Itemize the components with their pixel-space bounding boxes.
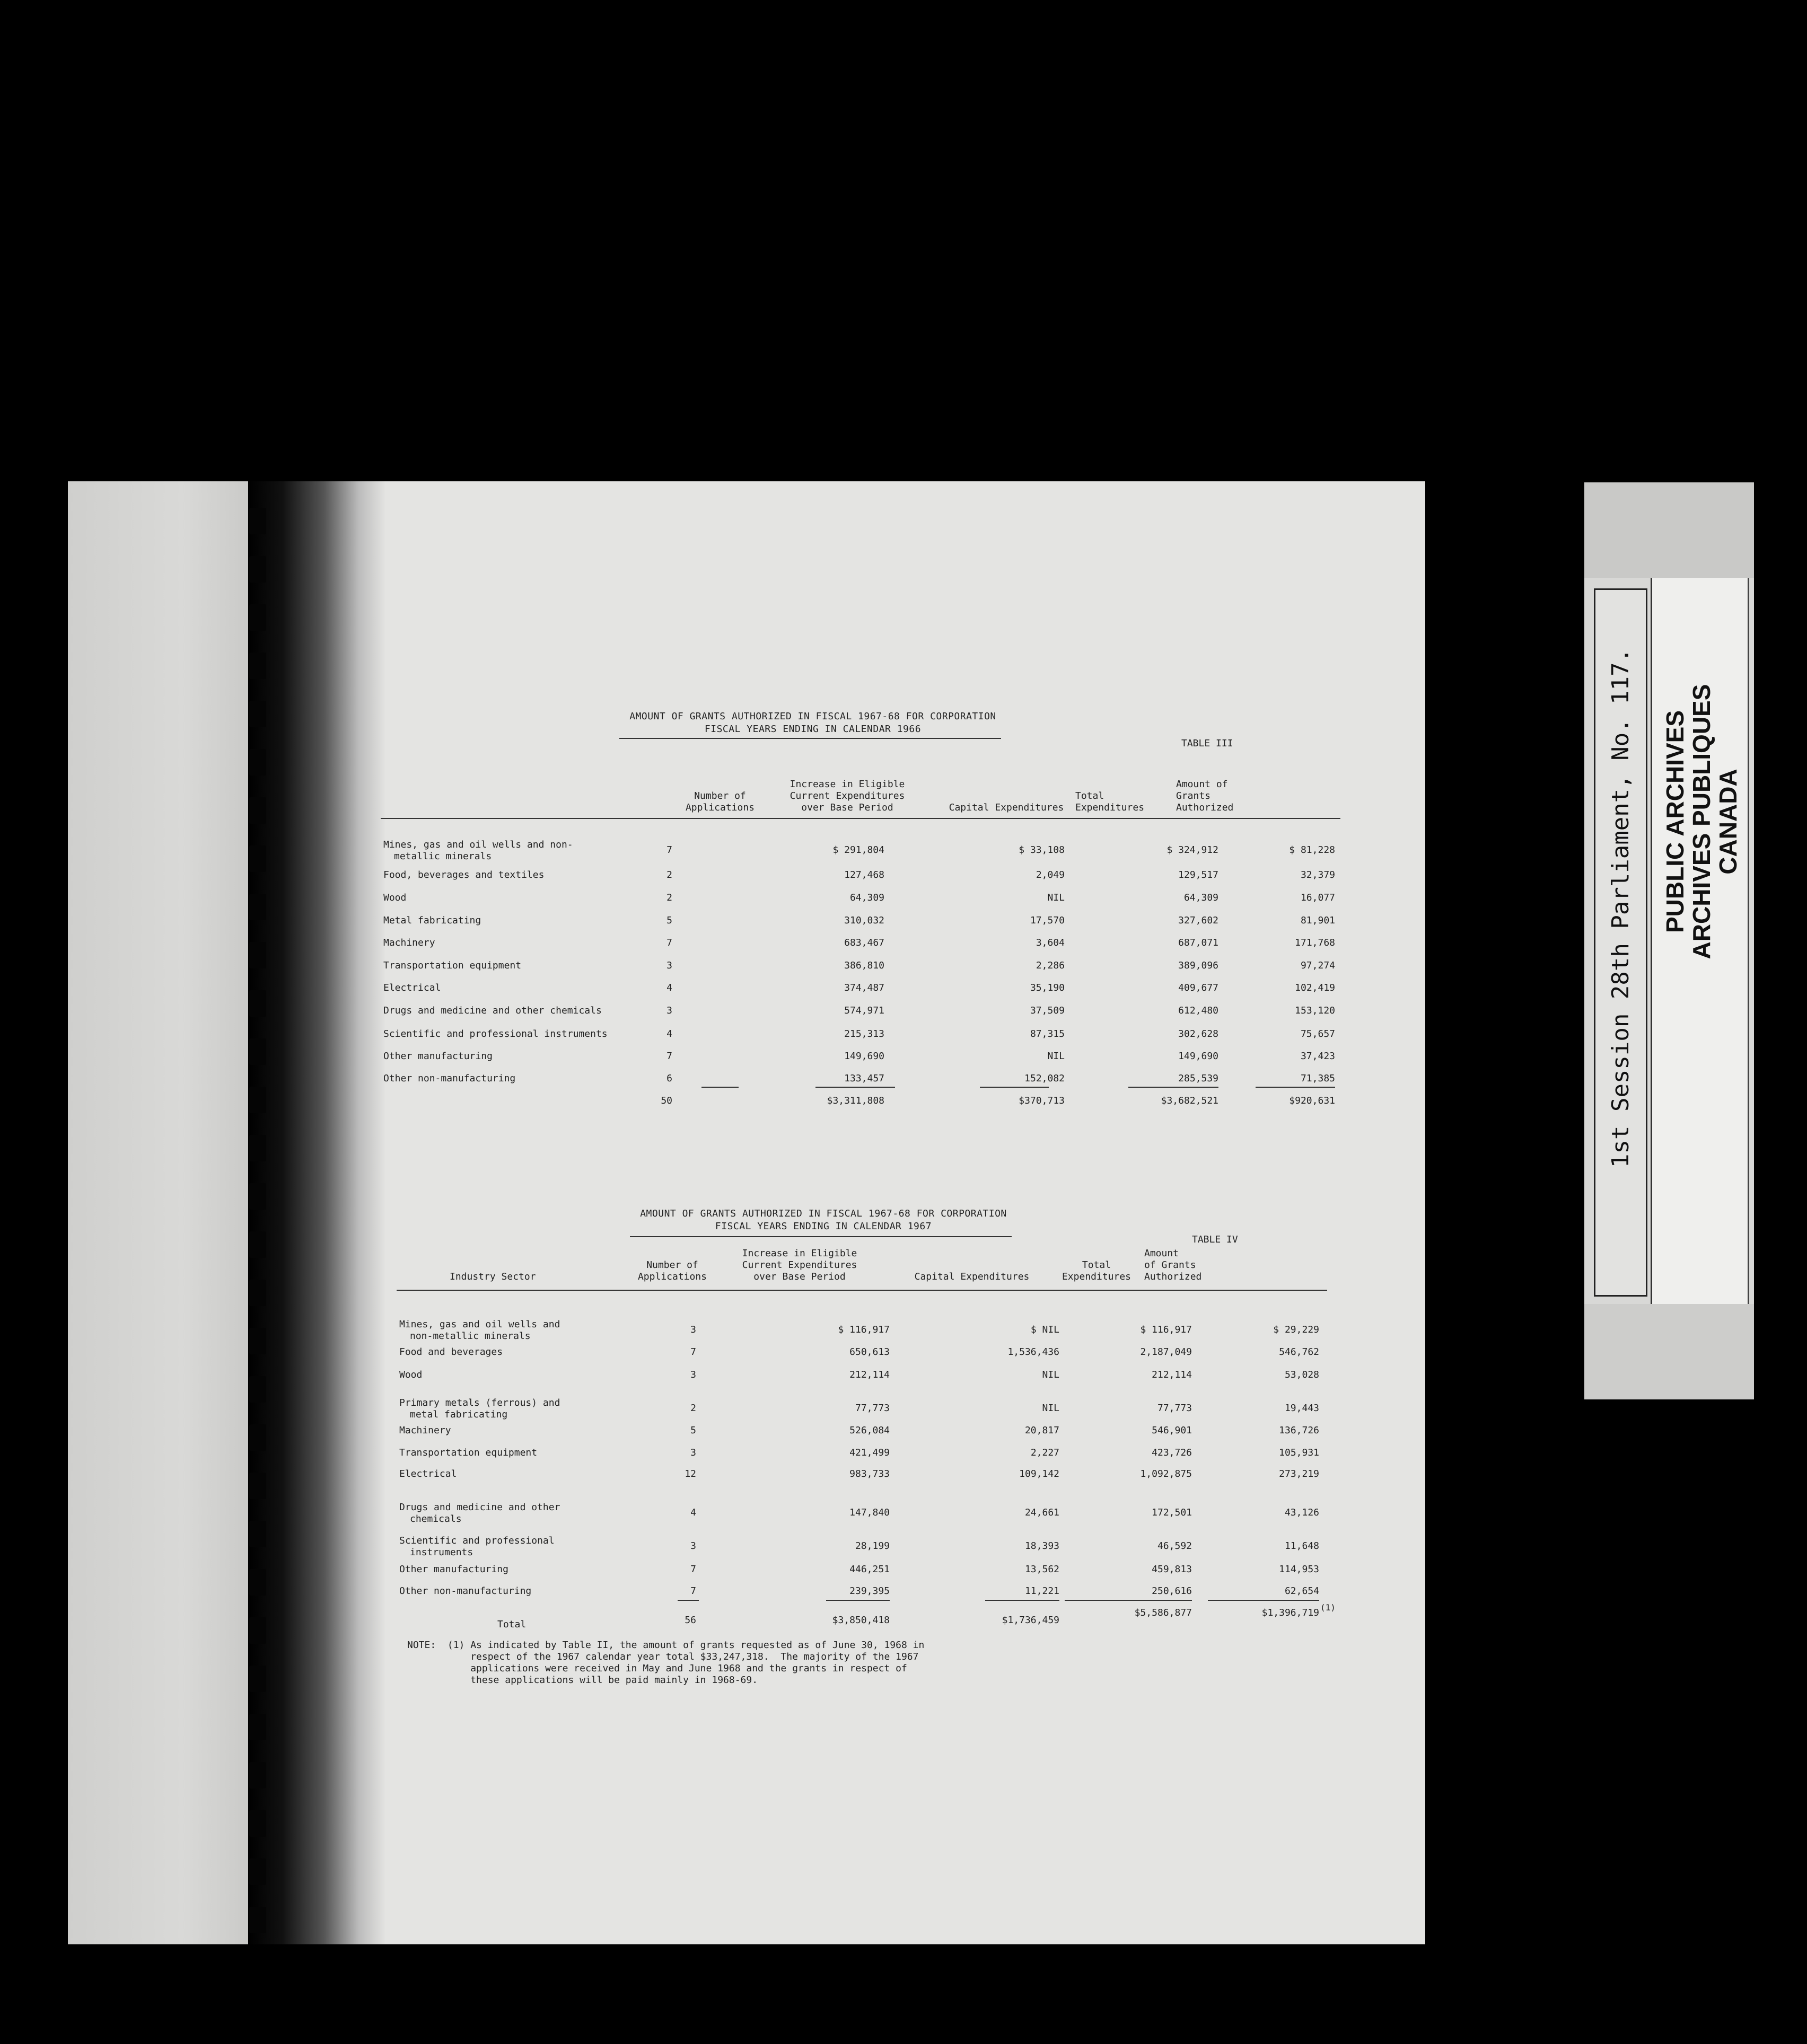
cell-total: 285,539 [1178, 1073, 1218, 1084]
cell-increase: 983,733 [849, 1468, 890, 1479]
total-underline [1065, 1600, 1192, 1601]
cell-total: 459,813 [1152, 1564, 1192, 1575]
binding-tooth [249, 1231, 266, 1258]
cell-increase: 446,251 [849, 1564, 890, 1575]
cell-apps: 3 [666, 1005, 672, 1016]
cell-apps: 4 [666, 982, 672, 993]
header-capital: Capital Expenditures [914, 1271, 1030, 1282]
cell-capital: 3,604 [1036, 937, 1065, 948]
cell-capital: 87,315 [1030, 1028, 1065, 1039]
header-capital: Capital Expenditures [949, 802, 1064, 813]
card-tape-bottom [1584, 1304, 1754, 1399]
cell-apps: 2 [690, 1403, 696, 1414]
binding-tooth [249, 604, 266, 631]
total-grants: $1,396,719 [1261, 1607, 1319, 1618]
cell-total: 64,309 [1183, 892, 1218, 903]
cell-capital: 13,562 [1024, 1564, 1059, 1575]
sector-label: Other non-manufacturing [399, 1585, 532, 1597]
binding-tooth [249, 1907, 266, 1933]
header-applications: Applications [685, 802, 755, 813]
binding-tooth [249, 653, 266, 679]
binding-tooth [249, 797, 266, 824]
cell-increase: 147,840 [849, 1507, 890, 1518]
total-underline [1256, 1087, 1335, 1088]
cell-increase: 212,114 [849, 1369, 890, 1380]
sector-label: Wood [383, 892, 407, 903]
cell-total: 2,187,049 [1140, 1346, 1192, 1358]
cell-increase: 28,199 [855, 1540, 890, 1552]
binding-tooth [249, 1183, 266, 1210]
binding-tooth [249, 1280, 266, 1306]
sector-label: Mines, gas and oil wells and non- [383, 839, 573, 850]
cell-total: 1,092,875 [1140, 1468, 1192, 1479]
total-total: $3,682,521 [1161, 1095, 1218, 1106]
cell-grants: 153,120 [1295, 1005, 1335, 1016]
binding-tooth [249, 1617, 266, 1644]
cell-grants: 71,385 [1300, 1073, 1335, 1084]
cell-total: $ 116,917 [1140, 1324, 1192, 1335]
cell-total: 389,096 [1178, 960, 1218, 971]
cell-increase: $ 116,917 [838, 1324, 890, 1335]
cell-grants: 546,762 [1279, 1346, 1319, 1358]
cell-apps: 5 [690, 1425, 696, 1436]
cell-capital: NIL [1047, 892, 1065, 903]
cell-apps: 2 [666, 892, 672, 903]
cell-total: 46,592 [1157, 1540, 1192, 1552]
binding-tooth [249, 1569, 266, 1596]
binding-tooth [249, 749, 266, 776]
cell-total: 302,628 [1178, 1028, 1218, 1039]
title-underline [619, 738, 1001, 739]
cell-capital: 20,817 [1024, 1425, 1059, 1436]
table-iv-title-line2: FISCAL YEARS ENDING IN CALENDAR 1967 [715, 1221, 932, 1232]
cell-capital: NIL [1042, 1403, 1059, 1414]
total-increase: $3,311,808 [827, 1095, 884, 1106]
cell-grants: 32,379 [1300, 869, 1335, 880]
sector-label: Food and beverages [399, 1346, 503, 1358]
sector-label: Machinery [383, 937, 435, 948]
sector-label: Food, beverages and textiles [383, 869, 545, 880]
previous-page-edge [68, 481, 259, 1944]
header-increase: over Base Period [801, 802, 893, 813]
cell-increase: 64,309 [849, 892, 884, 903]
total-capital: $1,736,459 [1002, 1615, 1059, 1626]
cell-increase: 215,313 [844, 1028, 884, 1039]
cell-grants: 37,423 [1300, 1051, 1335, 1062]
binding-tooth [249, 1666, 266, 1692]
cell-grants: 11,648 [1284, 1540, 1319, 1552]
sector-label: Other manufacturing [399, 1564, 508, 1575]
cell-total: 687,071 [1178, 937, 1218, 948]
cell-capital: 152,082 [1024, 1073, 1065, 1084]
total-grants: $920,631 [1289, 1095, 1335, 1106]
total-capital: $370,713 [1019, 1095, 1065, 1106]
binding-tooth [249, 942, 266, 968]
sector-label: metallic minerals [394, 851, 492, 862]
cell-increase: 149,690 [844, 1051, 884, 1062]
cell-grants: 136,726 [1279, 1425, 1319, 1436]
cell-grants: 273,219 [1279, 1468, 1319, 1479]
footnote-mark: (1) [1320, 1602, 1336, 1613]
total-underline [985, 1600, 1059, 1601]
table-iii-title-line2: FISCAL YEARS ENDING IN CALENDAR 1966 [704, 724, 922, 735]
total-total: $5,586,877 [1134, 1607, 1192, 1618]
cell-apps: 12 [685, 1468, 696, 1479]
table-iii-label: TABLE III [1181, 738, 1233, 749]
archives-stamp [1662, 652, 1741, 991]
binding-tooth [249, 1810, 266, 1837]
binding-tooth [249, 1424, 266, 1451]
total-label: Total [497, 1619, 527, 1630]
cell-total: 327,602 [1178, 915, 1218, 926]
header-grants: Amount of [1176, 779, 1228, 790]
cell-increase: 650,613 [849, 1346, 890, 1358]
binding-tooth [249, 701, 266, 727]
cell-grants: 62,654 [1284, 1585, 1319, 1597]
header-total: Expenditures [1075, 802, 1145, 813]
cell-grants: 75,657 [1300, 1028, 1335, 1039]
cell-grants: 19,443 [1284, 1403, 1319, 1414]
cell-apps: 3 [690, 1324, 696, 1335]
cell-increase: 374,487 [844, 982, 884, 993]
header-total: Total [1082, 1259, 1111, 1271]
cell-increase: $ 291,804 [832, 844, 884, 856]
cell-total: 250,616 [1152, 1585, 1192, 1597]
stamp-line-2: ARCHIVES PUBLIQUES [1688, 684, 1715, 959]
cell-apps: 7 [666, 937, 672, 948]
cell-total: $ 324,912 [1166, 844, 1218, 856]
binding-tooth [249, 1762, 266, 1788]
sector-label: Transportation equipment [383, 960, 522, 971]
cell-grants: 97,274 [1300, 960, 1335, 971]
cell-capital: 17,570 [1030, 915, 1065, 926]
cell-total: 423,726 [1152, 1447, 1192, 1458]
binding-tooth [249, 1376, 266, 1403]
sector-label: Wood [399, 1369, 423, 1380]
cell-apps: 4 [666, 1028, 672, 1039]
card-inner [1651, 578, 1749, 1304]
stamp-line-3: CANADA [1714, 769, 1742, 875]
sector-label: Mines, gas and oil wells and [399, 1319, 560, 1330]
cell-apps: 3 [690, 1540, 696, 1552]
total-underline [1128, 1087, 1218, 1088]
binding-tooth [249, 1087, 266, 1113]
total-underline [678, 1600, 699, 1601]
cell-grants: 43,126 [1284, 1507, 1319, 1518]
cell-grants: 105,931 [1279, 1447, 1319, 1458]
note-line: applications were received in May and June 1968 and the grants in respect of [407, 1663, 907, 1674]
table-iv-title-line1: AMOUNT OF GRANTS AUTHORIZED IN FISCAL 1967-68 FOR CORPORATION [640, 1208, 1007, 1219]
cell-apps: 3 [690, 1369, 696, 1380]
cell-apps: 4 [690, 1507, 696, 1518]
sector-label: Other manufacturing [383, 1051, 493, 1062]
sector-label: metal fabricating [410, 1409, 508, 1420]
cell-grants: 16,077 [1300, 892, 1335, 903]
cell-total: 77,773 [1157, 1403, 1192, 1414]
archive-card [1584, 482, 1754, 1399]
total-increase: $3,850,418 [832, 1615, 890, 1626]
cell-capital: 24,661 [1024, 1507, 1059, 1518]
cell-increase: 526,084 [849, 1425, 890, 1436]
binding-tooth [249, 990, 266, 1017]
binding-tooth [249, 1521, 266, 1547]
total-underline [826, 1600, 890, 1601]
cell-grants: $ 29,229 [1273, 1324, 1319, 1335]
binding-tooth [249, 1473, 266, 1499]
cell-grants: 81,901 [1300, 915, 1335, 926]
header-total: Expenditures [1062, 1271, 1131, 1282]
header-grants: Amount [1144, 1248, 1179, 1259]
cell-capital: NIL [1042, 1369, 1059, 1380]
binding-tooth [249, 1714, 266, 1740]
header-increase: Current Expenditures [742, 1259, 857, 1271]
header-sector: Industry Sector [450, 1271, 536, 1282]
cell-capital: $ NIL [1030, 1324, 1059, 1335]
header-increase: Increase in Eligible [742, 1248, 857, 1259]
note-line: respect of the 1967 calendar year total $33,247,318. The majority of the 1967 [407, 1651, 919, 1662]
document-page [68, 481, 1425, 1944]
sector-label: Primary metals (ferrous) and [399, 1397, 560, 1408]
spiral-binding [248, 481, 386, 1944]
header-increase: Current Expenditures [790, 790, 905, 801]
cell-capital: 35,190 [1030, 982, 1065, 993]
cell-increase: 310,032 [844, 915, 884, 926]
cell-increase: 683,467 [844, 937, 884, 948]
binding-tooth [249, 894, 266, 920]
cell-apps: 3 [666, 960, 672, 971]
cell-increase: 421,499 [849, 1447, 890, 1458]
note-line: NOTE: (1) As indicated by Table II, the amount of grants requested as of June 30, 1968 in [407, 1640, 925, 1651]
cell-total: 409,677 [1178, 982, 1218, 993]
sector-label: Other non-manufacturing [383, 1073, 516, 1084]
cell-apps: 6 [666, 1073, 672, 1084]
cell-apps: 7 [666, 1051, 672, 1062]
sector-label: chemicals [410, 1513, 462, 1525]
cell-increase: 133,457 [844, 1073, 884, 1084]
cell-increase: 127,468 [844, 869, 884, 880]
sector-label: Drugs and medicine and other chemicals [383, 1005, 602, 1016]
header-increase: Increase in Eligible [790, 779, 905, 790]
header-grants: Authorized [1176, 802, 1234, 813]
header-grants: Grants [1176, 790, 1211, 801]
cell-total: 212,114 [1152, 1369, 1192, 1380]
cell-capital: 18,393 [1024, 1540, 1059, 1552]
cell-apps: 7 [666, 844, 672, 856]
cell-grants: 114,953 [1279, 1564, 1319, 1575]
binding-tooth [249, 508, 266, 534]
sector-label: Drugs and medicine and other [399, 1502, 560, 1513]
total-apps: 56 [685, 1615, 696, 1626]
binding-tooth [249, 1328, 266, 1354]
cell-capital: NIL [1047, 1051, 1065, 1062]
total-underline [1208, 1600, 1319, 1601]
header-applications: Number of [694, 790, 746, 801]
sector-label: Machinery [399, 1425, 451, 1436]
cell-grants: $ 81,228 [1289, 844, 1335, 856]
table-iii-title-line1: AMOUNT OF GRANTS AUTHORIZED IN FISCAL 1967-68 FOR CORPORATION [629, 711, 996, 722]
sector-label: Scientific and professional [399, 1535, 555, 1546]
cell-capital: 1,536,436 [1007, 1346, 1059, 1358]
cell-total: 612,480 [1178, 1005, 1218, 1016]
cell-capital: 2,227 [1030, 1447, 1059, 1458]
header-grants: of Grants [1144, 1259, 1196, 1271]
cell-grants: 53,028 [1284, 1369, 1319, 1380]
cell-total: 546,901 [1152, 1425, 1192, 1436]
cell-capital: 2,049 [1036, 869, 1065, 880]
table-iv-header-rule [397, 1290, 1327, 1291]
session-label: 1st Session 28th Parliament, No. 117. [1607, 648, 1634, 1168]
cell-grants: 171,768 [1295, 937, 1335, 948]
table-iv-label: TABLE IV [1192, 1234, 1238, 1245]
sector-label: non-metallic minerals [410, 1331, 531, 1342]
cell-capital: 37,509 [1030, 1005, 1065, 1016]
sector-label: Scientific and professional instruments [383, 1028, 608, 1039]
binding-tooth [249, 845, 266, 872]
stamp-line-1: PUBLIC ARCHIVES [1661, 710, 1689, 933]
cell-apps: 7 [690, 1564, 696, 1575]
binding-tooth [249, 1135, 266, 1161]
cell-increase: 386,810 [844, 960, 884, 971]
binding-tooth [249, 556, 266, 583]
header-total: Total [1075, 790, 1104, 801]
title-underline [630, 1236, 1012, 1237]
cell-capital: 11,221 [1024, 1585, 1059, 1597]
cell-apps: 5 [666, 915, 672, 926]
header-applications: Applications [637, 1271, 707, 1282]
table-iii-header-rule [381, 818, 1340, 819]
binding-tooth [249, 1038, 266, 1065]
cell-apps: 7 [690, 1346, 696, 1358]
cell-total: 172,501 [1152, 1507, 1192, 1518]
header-applications: Number of [646, 1259, 698, 1271]
card-tape-top [1584, 482, 1754, 578]
total-apps: 50 [661, 1095, 672, 1106]
cell-capital: 2,286 [1036, 960, 1065, 971]
header-increase: over Base Period [753, 1271, 846, 1282]
card-label-band [1594, 588, 1647, 1297]
note-line: these applications will be paid mainly in 1968-69. [407, 1675, 758, 1686]
cell-apps: 7 [690, 1585, 696, 1597]
cell-total: 149,690 [1178, 1051, 1218, 1062]
sector-label: Transportation equipment [399, 1447, 538, 1458]
cell-apps: 3 [690, 1447, 696, 1458]
binding-tooth [249, 1858, 266, 1885]
cell-increase: 239,395 [849, 1585, 890, 1597]
total-underline [815, 1087, 895, 1088]
sector-label: Electrical [399, 1468, 457, 1479]
sector-label: Metal fabricating [383, 915, 481, 926]
total-underline [701, 1087, 739, 1088]
cell-total: 129,517 [1178, 869, 1218, 880]
sector-label: instruments [410, 1547, 473, 1558]
cell-grants: 102,419 [1295, 982, 1335, 993]
cell-increase: 77,773 [855, 1403, 890, 1414]
cell-capital: $ 33,108 [1019, 844, 1065, 856]
sector-label: Electrical [383, 982, 441, 993]
total-underline [980, 1087, 1049, 1088]
cell-apps: 2 [666, 869, 672, 880]
header-grants: Authorized [1144, 1271, 1202, 1282]
cell-capital: 109,142 [1019, 1468, 1059, 1479]
cell-increase: 574,971 [844, 1005, 884, 1016]
